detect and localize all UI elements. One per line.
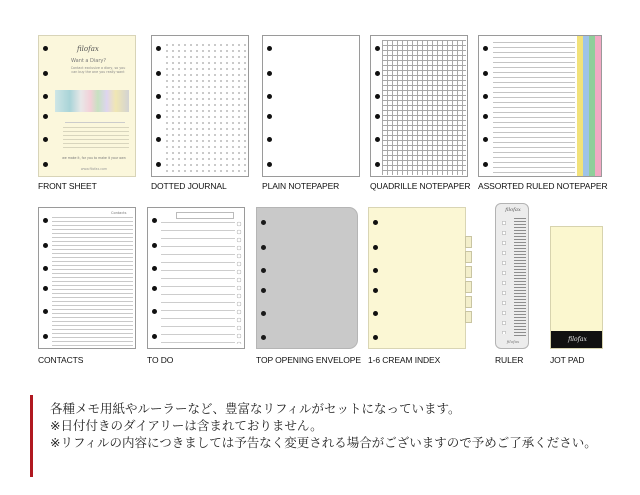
ruler-label: RULER [495, 355, 524, 365]
notice-line-2: ※日付付きのダイアリーは含まれておりません。 [50, 418, 323, 433]
punch-hole [373, 335, 378, 340]
punch-hole [43, 286, 48, 291]
punch-hole [375, 94, 380, 99]
ruler-brand-bottom: filofax [506, 339, 520, 344]
punch-hole [373, 268, 378, 273]
punch-hole [267, 71, 272, 76]
dot-grid [164, 42, 246, 174]
punch-hole [373, 311, 378, 316]
punch-hole [156, 114, 161, 119]
index-tab-3 [465, 266, 472, 278]
punch-hole [156, 46, 161, 51]
punch-hole [373, 288, 378, 293]
ruler-brand: filofax [505, 207, 521, 213]
notice-text [50, 400, 615, 451]
index-tab-1 [465, 236, 472, 248]
notice-box [30, 395, 620, 477]
notice-accent-bar [30, 395, 33, 477]
notice-line-3: ※リフィルの内容につきましては予告なく変更される場合がございますので予めご了承ください。 [50, 435, 597, 450]
punch-hole [483, 114, 488, 119]
front-sheet-footer: we make it, for you to make it your own [62, 156, 126, 160]
punch-hole [375, 162, 380, 167]
punch-hole [43, 334, 48, 339]
index-tabs [465, 236, 473, 326]
jot-pad-label: JOT PAD [550, 355, 585, 365]
front-sheet-url: www.filofax.com [80, 167, 108, 171]
front-sheet-body: Contact exclusive a diary, so you can buy the one you really want [70, 66, 126, 74]
punch-hole [375, 114, 380, 119]
square-grid [382, 40, 466, 175]
ruler-image [495, 203, 529, 349]
punch-hole [375, 71, 380, 76]
to-do-label: TO DO [147, 355, 174, 365]
punch-hole [152, 218, 157, 223]
punch-hole [267, 46, 272, 51]
assorted-ruled-image [478, 35, 602, 177]
dotted-journal-image [151, 35, 249, 177]
punch-hole [483, 71, 488, 76]
punch-hole [152, 243, 157, 248]
punch-hole [43, 243, 48, 248]
assorted-ruled-label: ASSORTED RULED NOTEPAPER [478, 181, 608, 191]
punch-hole [156, 94, 161, 99]
punch-hole [261, 335, 266, 340]
front-sheet-label: FRONT SHEET [38, 181, 97, 191]
index-tab-5 [465, 296, 472, 308]
punch-hole [261, 268, 266, 273]
ruled-lines [493, 42, 575, 174]
punch-hole [43, 114, 48, 119]
to-do-title-box [176, 212, 234, 219]
to-do-checkbox-column [236, 220, 242, 344]
to-do-lines [161, 222, 235, 346]
punch-hole [152, 334, 157, 339]
plain-notepaper-label: PLAIN NOTEPAPER [262, 181, 340, 191]
punch-hole [43, 71, 48, 76]
punch-hole [152, 309, 157, 314]
punch-hole [43, 266, 48, 271]
punch-hole [373, 220, 378, 225]
contacts-label: CONTACTS [38, 355, 84, 365]
punch-hole [43, 94, 48, 99]
envelope-label: TOP OPENING ENVELOPE [256, 355, 361, 365]
punch-hole [156, 162, 161, 167]
notice-line-1: 各種メモ用紙やルーラーなど、豊富なリフィルがセットになっています。 [50, 401, 461, 416]
quadrille-notepaper-image [370, 35, 468, 177]
punch-hole [375, 137, 380, 142]
jot-pad-image [550, 226, 603, 349]
contacts-header: Contacts [111, 211, 127, 215]
envelope-image [256, 207, 358, 349]
punch-hole [375, 46, 380, 51]
contacts-image [38, 207, 136, 349]
punch-hole [156, 71, 161, 76]
punch-hole [152, 266, 157, 271]
punch-hole [267, 162, 272, 167]
jot-pad-brand: filofax [568, 336, 587, 343]
punch-hole [483, 46, 488, 51]
punch-hole [373, 245, 378, 250]
dotted-journal-label: DOTTED JOURNAL [151, 181, 227, 191]
quadrille-notepaper-label: QUADRILLE NOTEPAPER [370, 181, 471, 191]
filofax-logo: filofax [77, 45, 99, 53]
cream-index-label: 1-6 CREAM INDEX [368, 355, 441, 365]
cream-index-image [368, 207, 466, 349]
contacts-lines [52, 217, 133, 347]
index-tab-2 [465, 251, 472, 263]
front-sheet-headline: Want a Diary? [71, 58, 107, 64]
jot-pad-band [551, 331, 603, 349]
punch-hole [267, 137, 272, 142]
index-tab-4 [465, 281, 472, 293]
ruler-holes [501, 218, 507, 334]
punch-hole [43, 309, 48, 314]
index-tab-6 [465, 311, 472, 323]
front-sheet-divider [65, 122, 125, 123]
punch-hole [261, 220, 266, 225]
punch-hole [483, 94, 488, 99]
punch-hole [152, 286, 157, 291]
punch-hole [267, 94, 272, 99]
ruler-ticks [514, 218, 526, 336]
punch-hole [43, 162, 48, 167]
punch-hole [43, 137, 48, 142]
punch-hole [261, 245, 266, 250]
punch-hole [156, 137, 161, 142]
front-sheet-photo [55, 90, 129, 112]
punch-hole [483, 137, 488, 142]
plain-notepaper-image [262, 35, 360, 177]
front-sheet-listing [63, 127, 129, 149]
punch-hole [43, 46, 48, 51]
punch-hole [483, 162, 488, 167]
to-do-image [147, 207, 245, 349]
punch-hole [43, 218, 48, 223]
color-stripe-pink [595, 36, 602, 177]
punch-hole [261, 311, 266, 316]
front-sheet-image [38, 35, 136, 177]
punch-hole [261, 288, 266, 293]
punch-hole [267, 114, 272, 119]
